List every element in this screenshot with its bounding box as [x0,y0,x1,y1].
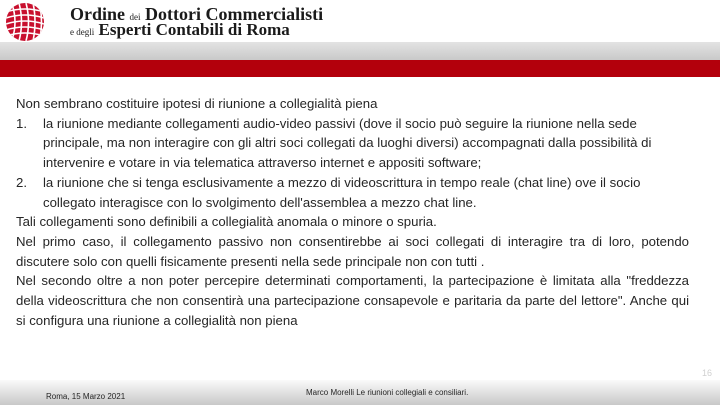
paragraph-3: Nel secondo oltre a non poter percepire determinati comportamenti, la partecipazione è limitata alla "freddezza della videoscrittura che non consentirà una partecipazione consapevole e paritaria da parte del lettore". Anche qui si configura una riunione a collegialità non piena [16,273,689,328]
paragraph-1: Tali collegamenti sono definibili a collegialità anomala o minore o spuria. [16,214,437,230]
page-number: 16 [701,368,712,378]
paragraph-2: Nel primo caso, il collegamento passivo non consentirebbe ai soci collegati di interagire tra di loro, potendo discutere solo con quelli fisicamente presenti nella sede principale non con tutti . [16,233,689,269]
org-word-edegli: e degli [70,27,95,37]
footer-title: Marco Morelli Le riunioni collegiali e consiliari. [306,388,469,397]
list-text: la riunione mediante collegamenti audio-video passivi (dove il socio può seguire la riunione nella sede principale, ma non interagire con gli altri soci collegati da luoghi diversi) accompagnati dalla possibilità di intervenire e votare in via telematica attraverso internet e appositi software; [43,115,652,171]
organization-name-line2 [70,20,290,40]
footer-date: Roma, 15 Marzo 2021 [46,392,126,401]
header-grey-band [0,42,720,60]
org-word-esperti: Esperti Contabili di Roma [98,20,290,39]
header-red-bar [0,60,720,77]
globe-logo-icon [2,2,48,42]
list-text: la riunione che si tenga esclusivamente a mezzo di videoscrittura in tempo reale (chat line) ove il socio collegato interagisce con lo svolgimento dell'assemblea a mezzo chat line. [43,174,641,210]
org-word-ordine: Ordine [70,4,126,24]
header [0,0,720,42]
list-item [16,173,689,212]
list-item [16,114,689,173]
org-word-dei: dei [129,12,141,22]
footer [0,380,720,405]
intro-text: Non sembrano costituire ipotesi di riunione a collegialità piena [16,96,378,111]
slide-content [16,94,689,330]
list-number: 2. [16,174,27,190]
org-word-dottori: Dottori Commercialisti [145,4,324,24]
list-number: 1. [16,115,27,131]
